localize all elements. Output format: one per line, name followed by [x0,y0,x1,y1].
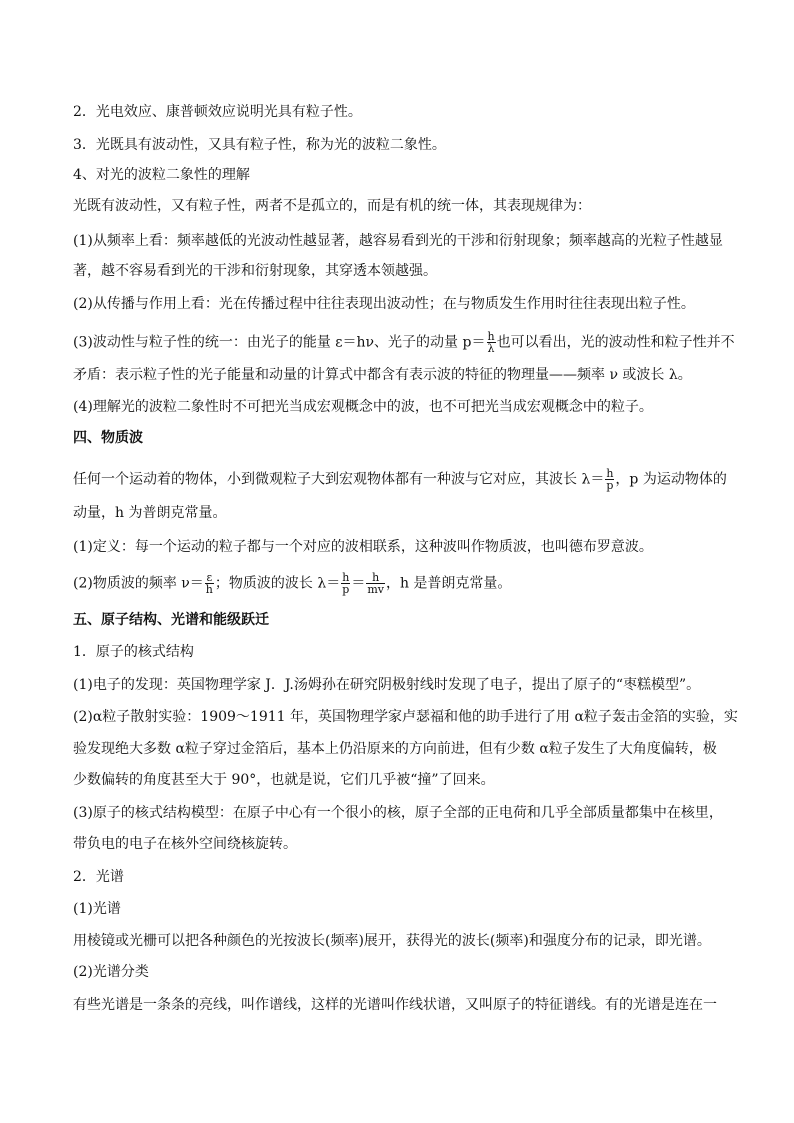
fraction-numerator: h [342,571,350,584]
fraction-numerator: h [606,467,614,480]
fraction-denominator: mv [367,583,384,596]
section-heading: 四、物质波 [73,430,143,446]
text-line: 光既有波动性，又有粒子性，两者不是孤立的，而是有机的统一体，其表现规律为： [73,198,591,214]
section-subheading: 1．原子的核式结构 [73,644,194,660]
fraction-epsilon-over-h [205,572,214,595]
text-line: 3．光既具有波动性，又具有粒子性，称为光的波粒二象性。 [73,137,446,153]
text-segment: (3)波动性与粒子性的统一：由光子的能量 ε＝hν、光子的动量 p＝ [73,334,486,351]
text-line: (2)光谱分类 [73,964,149,980]
text-line: 动量，h 为普朗克常量。 [73,505,227,521]
text-line-with-fraction [73,572,511,595]
fraction-h-over-mv [366,572,385,595]
fraction-h-over-p [341,572,350,595]
text-line-with-fraction [73,331,735,354]
fraction-numerator: ε [206,571,213,584]
text-line: 2．光电效应、康普顿效应说明光具有粒子性。 [73,104,362,120]
text-line: 著，越不容易看到光的干涉和衍射现象，其穿透本领越强。 [73,263,437,279]
text-line: (1)电子的发现：英国物理学家 J．J.汤姆孙在研究阴极射线时发现了电子，提出了原子的“枣糕模型”。 [73,677,701,693]
text-line: 带负电的电子在核外空间绕核旋转。 [73,836,297,852]
fraction-numerator: h [372,571,380,584]
section-heading: 五、原子结构、光谱和能级跃迁 [73,612,269,628]
fraction-denominator: h [205,583,213,596]
text-line: (1)从频率上看：频率越低的光波动性越显著，越容易看到光的干涉和衍射现象；频率越高的光粒子性越显 [73,233,723,249]
text-line: 少数偏转的角度甚至大于 90°，也就是说，它们几乎被“撞”了回来。 [73,772,495,788]
section-subheading: 2．光谱 [73,869,124,885]
fraction-denominator: p [606,479,614,492]
fraction-h-over-p [605,468,614,491]
text-line: (4)理解光的波粒二象性时不可把光当成宏观概念中的波，也不可把光当成宏观概念中的粒子。 [73,399,653,415]
text-segment: ＝ [351,575,366,592]
fraction-denominator: λ [487,342,495,355]
text-line: 有些光谱是一条条的亮线，叫作谱线，这样的光谱叫作线状谱，又叫原子的特征谱线。有的光谱是连在一 [73,997,717,1013]
text-segment: ，p 为运动物体的 [615,471,727,488]
text-segment: 任何一个运动着的物体，小到微观粒子大到宏观物体都有一种波与它对应，其波长 λ＝ [73,471,605,488]
text-segment: 也可以看出，光的波动性和粒子性并不 [496,334,735,351]
text-line-with-fraction [73,468,727,491]
text-line: 验发现绝大多数 α粒子穿过金箔后，基本上仍沿原来的方向前进，但有少数 α粒子发生了大角度偏转，极 [73,741,717,757]
fraction-numerator: h [487,330,495,343]
text-line: (2)从传播与作用上看：光在传播过程中往往表现出波动性；在与物质发生作用时往往表现出粒子性。 [73,296,695,312]
text-line: (2)α粒子散射实验：1909～1911 年，英国物理学家卢瑟福和他的助手进行了用 α粒子轰击金箔的实验，实 [73,709,738,725]
text-segment: (2)物质波的频率 ν＝ [73,575,204,592]
text-line: (3)原子的核式结构模型：在原子中心有一个很小的核，原子全部的正电荷和几乎全部质量都集中在核里， [73,805,723,821]
fraction-h-over-lambda [486,331,495,354]
text-line: 矛盾：表示粒子性的光子能量和动量的计算式中都含有表示波的特征的物理量——频率 ν 或波长 λ。 [73,367,692,383]
text-line: 用棱镜或光栅可以把各种颜色的光按波长(频率)展开，获得光的波长(频率)和强度分布的记录，即光谱。 [73,933,711,949]
text-line: (1)定义：每一个运动的粒子都与一个对应的波相联系，这种波叫作物质波，也叫德布罗意波。 [73,539,653,555]
text-line: (1)光谱 [73,901,121,917]
section-subheading: 4、对光的波粒二象性的理解 [73,167,250,183]
fraction-denominator: p [342,583,350,596]
text-segment: ，h 是普朗克常量。 [385,575,512,592]
text-segment: ；物质波的波长 λ＝ [214,575,341,592]
